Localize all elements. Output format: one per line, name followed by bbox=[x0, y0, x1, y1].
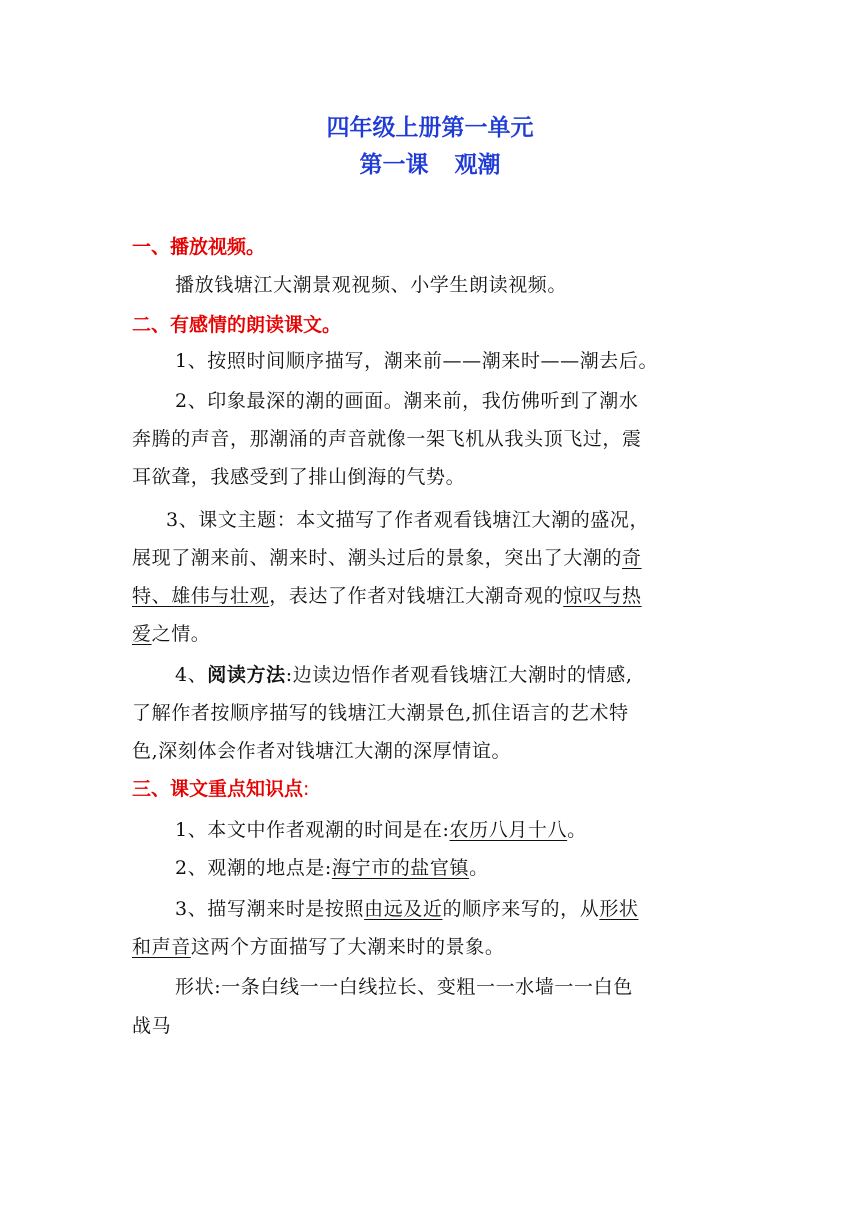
text-run: 之情。 bbox=[151, 623, 211, 645]
s2-paragraph-2-line-1: 2、印象最深的潮的画面。潮来前，我仿佛听到了潮水 bbox=[175, 390, 639, 412]
text-run: 1、本文中作者观潮的时间是在: bbox=[175, 819, 450, 841]
section-1-text: 播放钱塘江大潮景观视频、小学生朗读视频。 bbox=[175, 274, 568, 296]
lesson-title bbox=[0, 150, 860, 180]
text-run: 。 bbox=[567, 819, 587, 841]
s2-paragraph-4-line-2: 了解作者按顺序描写的钱塘江大潮景色,抓住语言的艺术特 bbox=[132, 702, 629, 724]
underlined-text: 由远及近 bbox=[364, 898, 443, 920]
s3-item-3-line-2 bbox=[132, 932, 504, 962]
text-run: 3、描写潮来时是按照 bbox=[175, 898, 365, 920]
underlined-text: 农历八月十八 bbox=[449, 819, 568, 841]
text-run: 。 bbox=[469, 857, 489, 879]
section-heading-3 bbox=[132, 774, 309, 804]
s2-paragraph-3-line-2 bbox=[132, 543, 642, 573]
lesson-number: 第一课 bbox=[359, 152, 429, 178]
text-run: ，表达了作者对钱塘江大潮奇观的 bbox=[269, 585, 564, 607]
underlined-text: 海宁市的盐官镇 bbox=[331, 857, 470, 879]
s3-shape-line-1: 形状:一条白线一一白线拉长、变粗一一水墙一一白色 bbox=[175, 976, 633, 998]
s3-item-2 bbox=[175, 853, 489, 883]
section-heading-2: 二、有感情的朗读课文。 bbox=[132, 314, 342, 336]
underlined-text: 和声音 bbox=[132, 936, 191, 958]
text-run: 这两个方面描写了大潮来时的景象。 bbox=[190, 936, 505, 958]
s3-item-1 bbox=[175, 815, 587, 845]
s3-shape-line-2: 战马 bbox=[132, 1015, 172, 1037]
text-run: 展现了潮来前、潮来时、潮头过后的景象，突出了大潮的 bbox=[132, 547, 623, 569]
s2-paragraph-3-line-3 bbox=[132, 581, 642, 611]
s2-paragraph-4-line-3: 色,深刻体会作者对钱塘江大潮的深厚情谊。 bbox=[132, 740, 512, 762]
s2-paragraph-4-line-1 bbox=[175, 660, 633, 690]
lesson-name: 观潮 bbox=[454, 152, 501, 178]
unit-title: 四年级上册第一单元 bbox=[326, 115, 534, 141]
s2-paragraph-1: 1、按照时间顺序描写，潮来前——潮来时——潮去后。 bbox=[175, 350, 659, 372]
underlined-text: 爱 bbox=[132, 623, 152, 645]
heading-colon: : bbox=[303, 778, 310, 800]
text-run: 2、观潮的地点是: bbox=[175, 857, 332, 879]
underlined-text: 特、雄伟与壮观 bbox=[132, 585, 270, 607]
heading-text: 三、课文重点知识点 bbox=[132, 778, 304, 800]
underlined-text: 奇 bbox=[622, 547, 642, 569]
s2-paragraph-2-line-3: 耳欲聋，我感受到了排山倒海的气势。 bbox=[132, 466, 466, 488]
underlined-text: 形状 bbox=[599, 898, 639, 920]
s3-item-3-line-1 bbox=[175, 894, 639, 924]
s2-paragraph-3-line-4 bbox=[132, 619, 210, 649]
section-heading-1: 一、播放视频。 bbox=[132, 236, 266, 258]
text-run: 4、 bbox=[175, 664, 208, 686]
text-run: :边读边悟作者观看钱塘江大潮时的情感, bbox=[285, 664, 633, 686]
underlined-text: 惊叹与热 bbox=[563, 585, 642, 607]
bold-term: 阅读方法 bbox=[207, 664, 286, 686]
s2-paragraph-3-line-1: 3、课文主题：本文描写了作者观看钱塘江大潮的盛况， bbox=[166, 509, 650, 531]
s2-paragraph-2-line-2: 奔腾的声音，那潮涌的声音就像一架飞机从我头顶飞过，震 bbox=[132, 428, 642, 450]
text-run: 的顺序来写的，从 bbox=[442, 898, 600, 920]
